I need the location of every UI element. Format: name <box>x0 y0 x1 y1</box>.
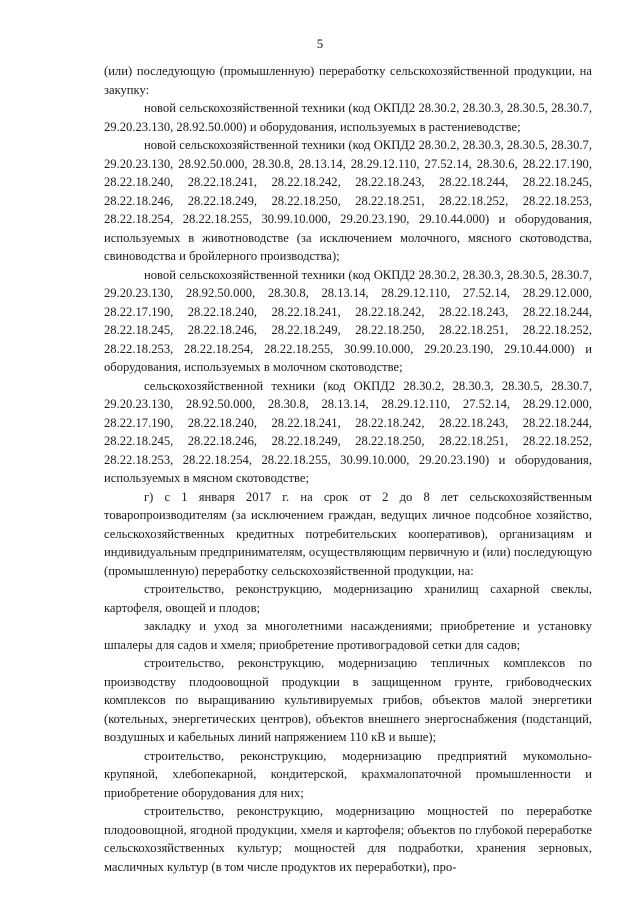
paragraph: строительство, реконструкцию, модернизацию хранилищ сахарной свеклы, картофеля, овощей и плодов; <box>104 582 592 615</box>
paragraph: г) с 1 января 2017 г. на срок от 2 до 8 лет сельскохозяйственным товаропроизводителям (за исключением граждан, ведущих личное подсобное хозяйство, сельскохозяйственных кредитных потребительских кооперативов), организациям и индивидуальным предпринимателям, осуществляющим первичную и (или) последующую (промышленную) переработку сельскохозяйственной продукции, на: <box>104 489 592 578</box>
paragraph: новой сельскохозяйственной техники (код ОКПД2 28.30.2, 28.30.3, 28.30.5, 28.30.7, 29.20.23.130, 28.92.50.000, 28.30.8, 28.13.14, 28.29.12.110, 27.52.14, 28.29.12.000, 28.22.17.190, 28.22.18.240, 28.22.18.241, 28.22.18.242, 28.22.18.243, 28.22.18.244, 28.22.18.245, 28.22.18.246, 28.22.18.249, 28.22.18.250, 28.22.18.251, 28.22.18.252, 28.22.18.253, 28.22.18.254, 28.22.18.255, 30.99.10.000, 29.20.23.190, 29.10.44.000) и оборудования, используемых в молочном скотоводстве; <box>104 267 592 374</box>
paragraph: новой сельскохозяйственной техники (код ОКПД2 28.30.2, 28.30.3, 28.30.5, 28.30.7, 29.20.23.130, 28.92.50.000, 28.30.8, 28.13.14, 28.29.12.110, 27.52.14, 28.30.6, 28.22.17.190, 28.22.18.240, 28.22.18.241, 28.22.18.242, 28.22.18.243, 28.22.18.244, 28.22.18.245, 28.22.18.246, 28.22.18.249, 28.22.18.250, 28.22.18.251, 28.22.18.252, 28.22.18.253, 28.22.18.254, 28.22.18.255, 30.99.10.000, 29.20.23.190, 29.10.44.000) и оборудования, используемых в животноводстве (за исключением молочного, мясного скотоводства, свиноводства и бройлерного производства); <box>104 138 592 263</box>
paragraph: строительство, реконструкцию, модернизацию тепличных комплексов по производству плодоовощной продукции в защищенном грунте, грибоводческих комплексов по выращиванию культивируемых грибов, объектов малой энергетики (котельных, энергетических центров), объектов внешнего энергоснабжения (подстанций, воздушных и кабельных линий напряжением 110 кВ и выше); <box>104 656 592 744</box>
paragraph-continued: строительство, реконструкцию, модернизацию мощностей по переработке плодоовощной, ягодной продукции, хмеля и картофеля; объектов по глубокой переработке сельскохозяйственных культур; мощностей для подработки, хранения зерновых, масличных культур (в том числе продуктов их переработки), про- <box>104 804 592 874</box>
paragraph: сельскохозяйственной техники (код ОКПД2 28.30.2, 28.30.3, 28.30.5, 28.30.7, 29.20.23.130, 28.92.50.000, 28.30.8, 28.13.14, 28.29.12.110, 27.52.14, 28.29.12.000, 28.22.17.190, 28.22.18.240, 28.22.18.241, 28.22.18.242, 28.22.18.243, 28.22.18.244, 28.22.18.245, 28.22.18.246, 28.22.18.249, 28.22.18.250, 28.22.18.251, 28.22.18.252, 28.22.18.253, 28.22.18.254, 28.22.18.255, 30.99.10.000, 29.20.23.190) и оборудования, используемых в мясном скотоводстве; <box>104 378 592 485</box>
paragraph: новой сельскохозяйственной техники (код ОКПД2 28.30.2, 28.30.3, 28.30.5, 28.30.7, 29.20.23.130, 28.92.50.000) и оборудования, используемых в растениеводстве; <box>104 101 592 134</box>
document-body <box>104 62 592 876</box>
paragraph: (или) последующую (промышленную) переработку сельскохозяйственной продукции, на закупку: <box>104 64 592 97</box>
paragraph: закладку и уход за многолетними насаждениями; приобретение и установку шпалеры для садов и хмеля; приобретение противоградовой сетки для садов; <box>104 619 592 652</box>
page-number: 5 <box>316 36 324 51</box>
paragraph: строительство, реконструкцию, модернизацию предприятий мукомольно-крупяной, хлебопекарной, кондитерской, крахмалопаточной промышленности и приобретение оборудования для них; <box>104 748 592 800</box>
